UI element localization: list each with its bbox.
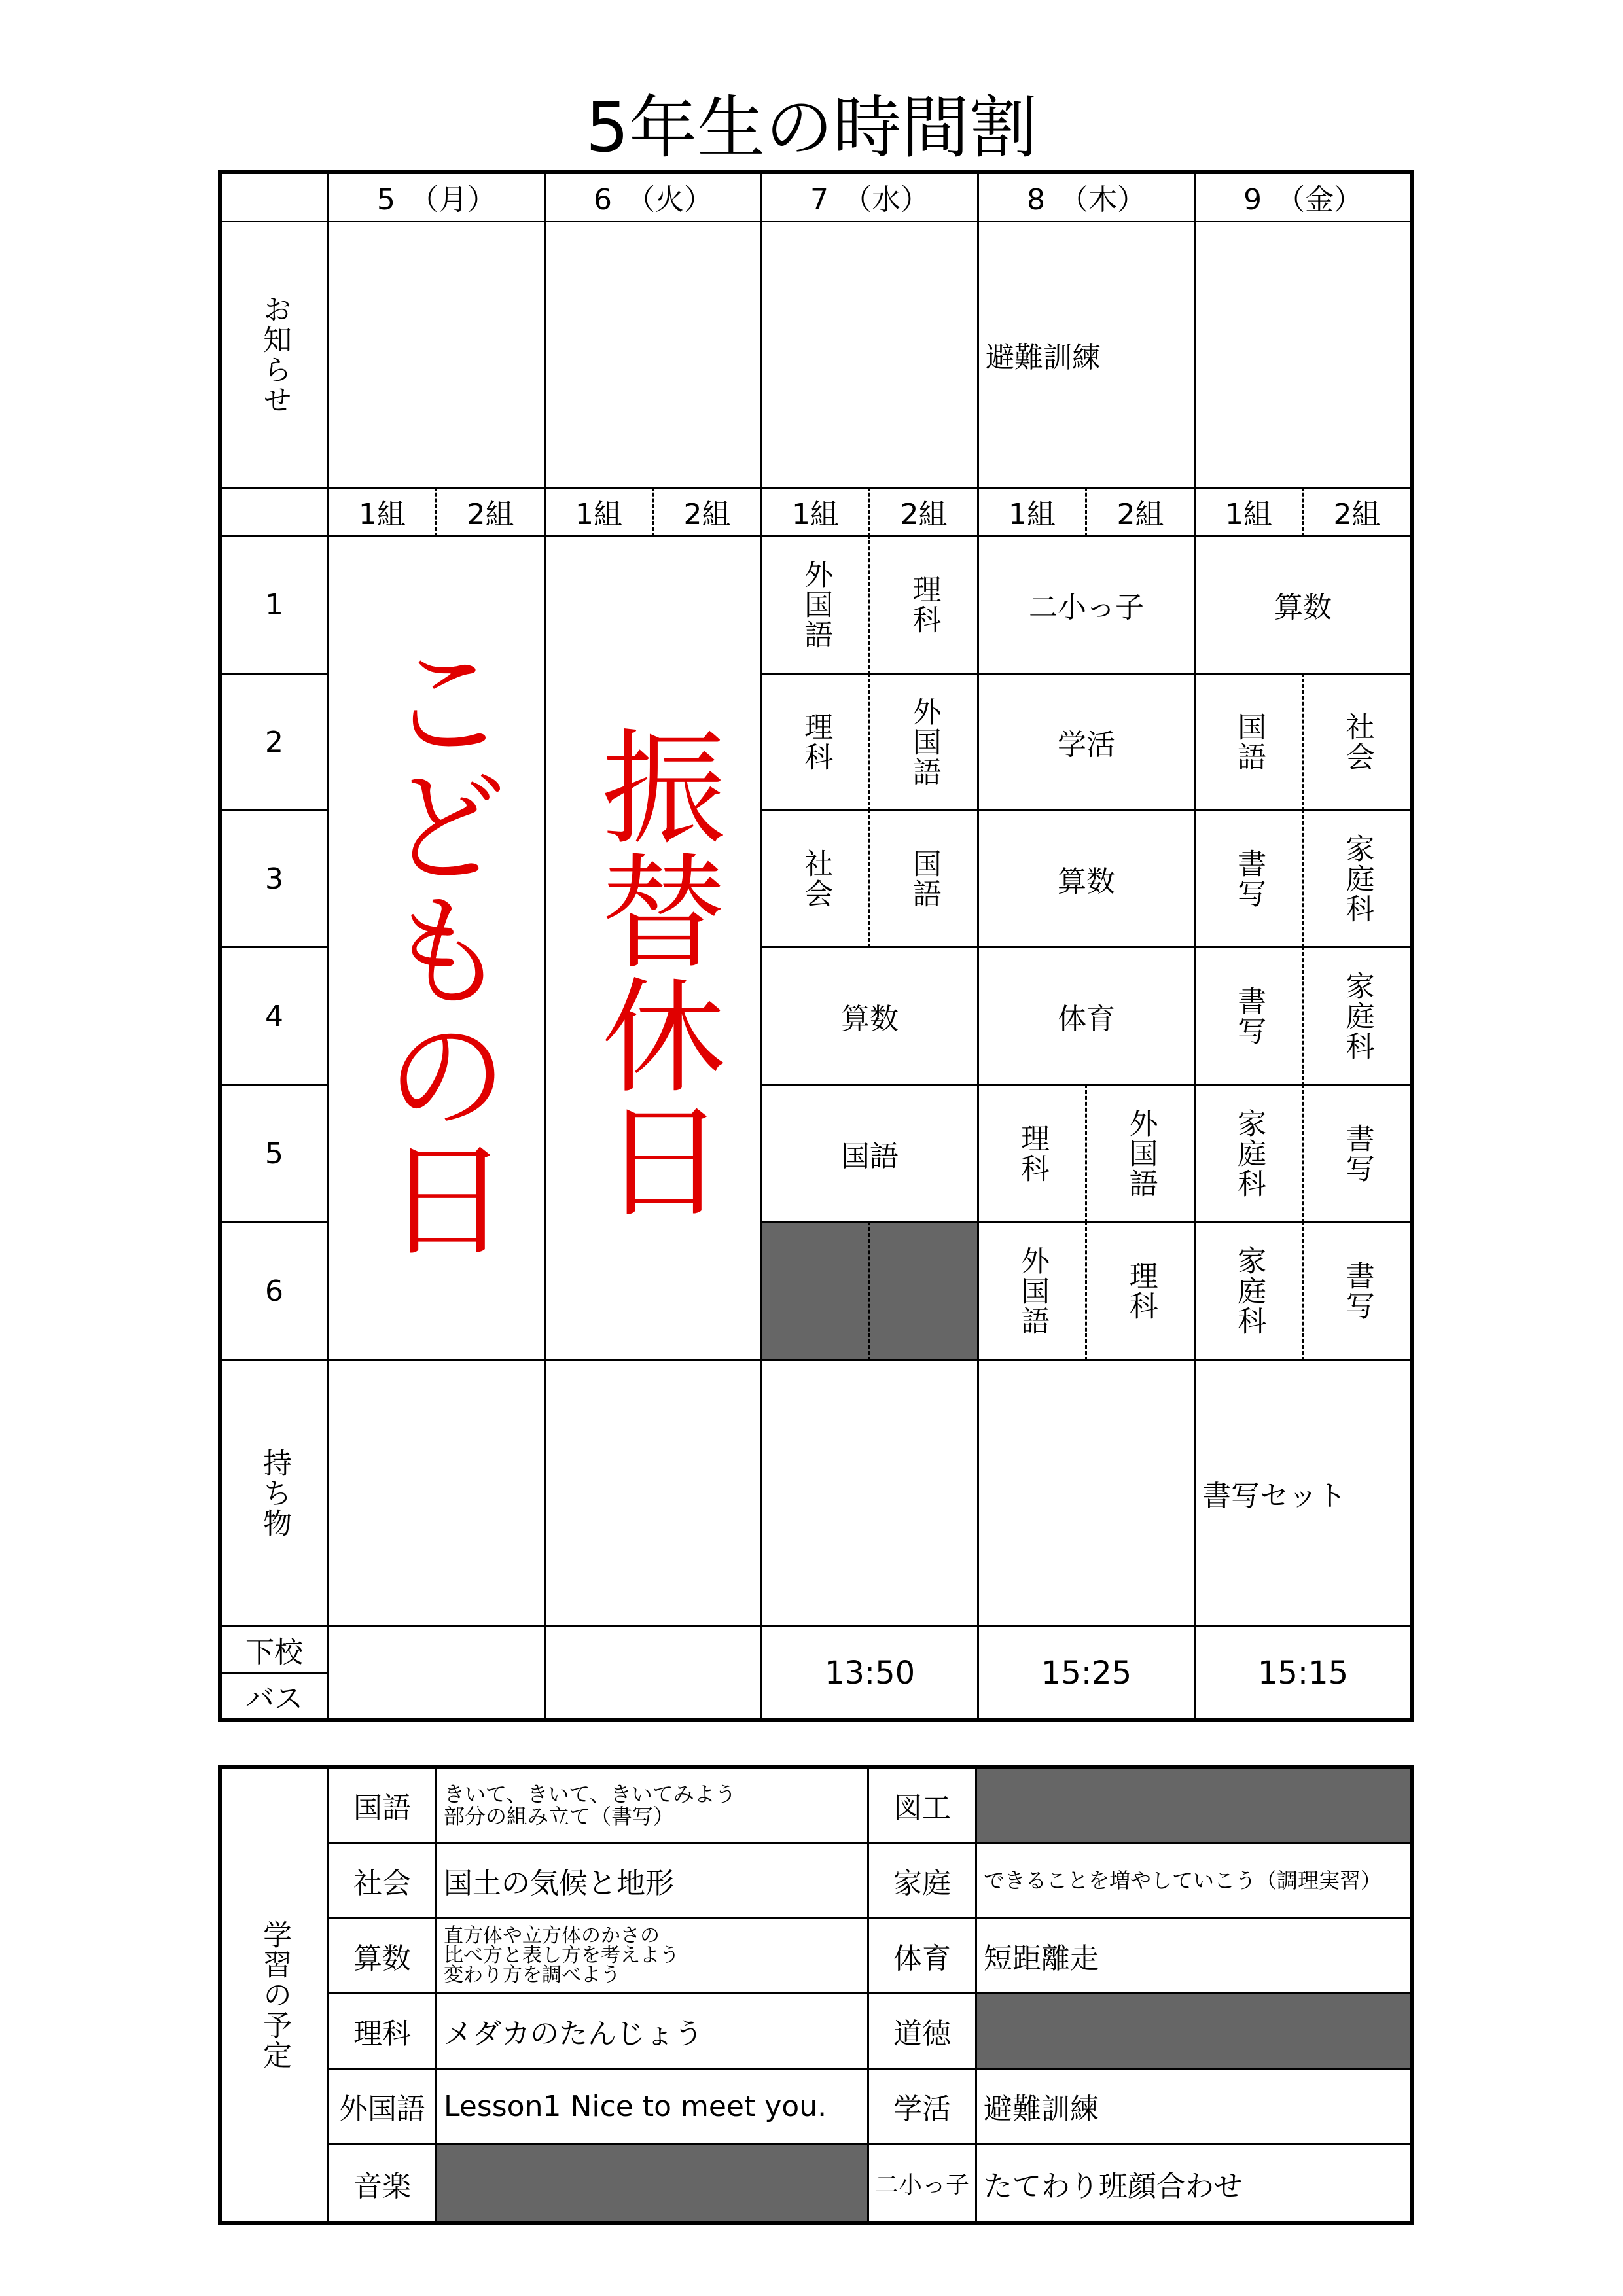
belongings-label: 持ち物 — [258, 1448, 292, 1538]
fri-p4-class1: 書写 — [1194, 946, 1304, 1086]
plan-subject: 国語 — [327, 1767, 437, 1844]
fri-p5-class2: 書写 — [1304, 1084, 1412, 1223]
notice-fri — [1194, 221, 1412, 489]
fri-p6-class2: 書写 — [1304, 1221, 1412, 1361]
belongings-wed — [760, 1359, 979, 1627]
dismissal-label-bottom: バス — [219, 1672, 329, 1720]
belongings-thu — [977, 1359, 1196, 1627]
belongings-tue — [544, 1359, 762, 1627]
class-label-2: 2組 — [1304, 487, 1412, 537]
fri-p2-class1: 国語 — [1194, 673, 1304, 811]
period-label-6: 6 — [219, 1221, 329, 1361]
fri-p6-class1: 家庭科 — [1194, 1221, 1304, 1361]
plan-header-label: 学習の予定 — [258, 1920, 292, 2070]
period-label-2: 2 — [219, 673, 329, 811]
thu-p6-class2: 理科 — [1087, 1221, 1196, 1361]
plan-header — [219, 1767, 329, 2223]
dismissal-mon — [327, 1625, 546, 1720]
belongings-row-label — [219, 1359, 329, 1627]
plan-subject: 体育 — [867, 1917, 977, 1994]
wed-p5: 国語 — [760, 1084, 979, 1223]
dismissal-wed: 13:50 — [760, 1625, 979, 1720]
period-label-5: 5 — [219, 1084, 329, 1223]
plan-content: たてわり班顔合わせ — [975, 2143, 1412, 2223]
holiday-mon-label: こどもの日 — [364, 637, 509, 1259]
thu-p6-class1: 外国語 — [977, 1221, 1087, 1361]
notice-label: お知らせ — [258, 294, 292, 415]
plan-content: メダカのたんじょう — [435, 1992, 869, 2070]
period-label-3: 3 — [219, 809, 329, 948]
plan-content: 避難訓練 — [975, 2068, 1412, 2145]
plan-subject: 算数 — [327, 1917, 437, 1994]
plan-content — [975, 1992, 1412, 2070]
wed-p1-class2: 理科 — [870, 535, 979, 675]
plan-content: 短距離走 — [975, 1917, 1412, 1994]
plan-subject: 家庭 — [867, 1842, 977, 1919]
class-label-2: 2組 — [654, 487, 762, 537]
thu-p1: 二小っ子 — [977, 535, 1196, 675]
wed-p6-class2 — [870, 1221, 979, 1361]
holiday-tue — [544, 535, 762, 1361]
day-header-thu: 8 （木） — [977, 171, 1196, 222]
dismissal-label-top: 下校 — [219, 1625, 329, 1674]
day-header-fri: 9 （金） — [1194, 171, 1412, 222]
notice-thu: 避難訓練 — [977, 221, 1196, 489]
dismissal-tue — [544, 1625, 762, 1720]
holiday-tue-label: 振替休日 — [580, 723, 726, 1220]
belongings-mon — [327, 1359, 546, 1627]
thu-p2: 学活 — [977, 673, 1196, 811]
fri-p1: 算数 — [1194, 535, 1412, 675]
plan-content: 国土の気候と地形 — [435, 1842, 869, 1919]
class-label-1: 1組 — [327, 487, 437, 537]
dismissal-thu: 15:25 — [977, 1625, 1196, 1720]
wed-p6-class1 — [760, 1221, 870, 1361]
plan-subject: 二小っ子 — [867, 2143, 977, 2223]
plan-content: 直方体や立方体のかさの 比べ方と表し方を考えよう 変わり方を調べよう — [435, 1917, 869, 1994]
day-header-tue: 6 （火） — [544, 171, 762, 222]
day-header-mon: 5 （月） — [327, 171, 546, 222]
class-label-2: 2組 — [870, 487, 979, 537]
wed-p2-class2: 外国語 — [870, 673, 979, 811]
plan-content: きいて、きいて、きいてみよう 部分の組み立て（書写） — [435, 1767, 869, 1844]
plan-content: Lesson1 Nice to meet you. — [435, 2068, 869, 2145]
class-label-2: 2組 — [1087, 487, 1196, 537]
plan-subject: 社会 — [327, 1842, 437, 1919]
wed-p3-class1: 社会 — [760, 809, 870, 948]
class-label-1: 1組 — [760, 487, 870, 537]
thu-p5-class1: 理科 — [977, 1084, 1087, 1223]
page-title: 5年生の時間割 — [585, 88, 1038, 168]
thu-p5-class2: 外国語 — [1087, 1084, 1196, 1223]
plan-subject: 学活 — [867, 2068, 977, 2145]
period-label-1: 1 — [219, 535, 329, 675]
period-label-4: 4 — [219, 946, 329, 1086]
class-label-1: 1組 — [977, 487, 1087, 537]
wed-p1-class1: 外国語 — [760, 535, 870, 675]
thu-p4: 体育 — [977, 946, 1196, 1086]
dismissal-fri: 15:15 — [1194, 1625, 1412, 1720]
thu-p3: 算数 — [977, 809, 1196, 948]
plan-content — [975, 1767, 1412, 1844]
wed-p4: 算数 — [760, 946, 979, 1086]
plan-subject: 理科 — [327, 1992, 437, 2070]
fri-p4-class2: 家庭科 — [1304, 946, 1412, 1086]
belongings-fri: 書写セット — [1194, 1359, 1412, 1627]
class-row-label — [219, 487, 329, 537]
wed-p3-class2: 国語 — [870, 809, 979, 948]
notice-row-label — [219, 221, 329, 489]
holiday-mon — [327, 535, 546, 1361]
notice-wed — [760, 221, 979, 489]
plan-subject: 外国語 — [327, 2068, 437, 2145]
plan-subject: 図工 — [867, 1767, 977, 1844]
notice-tue — [544, 221, 762, 489]
fri-p5-class1: 家庭科 — [1194, 1084, 1304, 1223]
class-label-1: 1組 — [544, 487, 654, 537]
plan-subject: 道徳 — [867, 1992, 977, 2070]
corner-cell — [219, 171, 329, 222]
plan-content: できることを増やしていこう（調理実習） — [975, 1842, 1412, 1919]
plan-content — [435, 2143, 869, 2223]
day-header-wed: 7 （水） — [760, 171, 979, 222]
notice-mon — [327, 221, 546, 489]
class-label-1: 1組 — [1194, 487, 1304, 537]
class-label-2: 2組 — [437, 487, 546, 537]
plan-subject: 音楽 — [327, 2143, 437, 2223]
fri-p2-class2: 社会 — [1304, 673, 1412, 811]
fri-p3-class1: 書写 — [1194, 809, 1304, 948]
wed-p2-class1: 理科 — [760, 673, 870, 811]
fri-p3-class2: 家庭科 — [1304, 809, 1412, 948]
